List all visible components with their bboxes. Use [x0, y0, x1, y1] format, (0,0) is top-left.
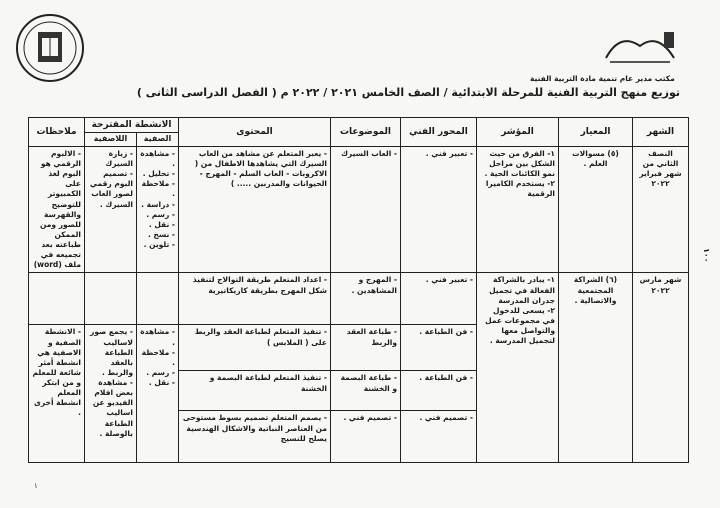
ministry-logo-icon — [600, 28, 680, 68]
content-cell: - يصمم المتعلم تصميم بسوط مستوحى من العناصر النباتية والاشكال الهندسية يصلح للنسيج — [179, 411, 331, 463]
topics-cell: - تصميم فني . — [331, 411, 401, 463]
col-activities-class: الصفية — [137, 133, 179, 147]
indicator-cell — [477, 146, 559, 273]
axis-cell: - تصميم فني . — [401, 411, 477, 463]
table-row — [29, 273, 689, 325]
col-month: الشهر — [633, 118, 689, 147]
activity-item: - مشاهدة . — [140, 148, 175, 169]
topics-cell: - طباعة البصمة و الخشنة — [331, 371, 401, 411]
content-cell: - اعداد المتعلم طريقة التوالاج لتنفيذ شكل المهرج بطريقة كاريكاتيرية — [179, 273, 331, 325]
extra-activities-cell — [85, 273, 137, 325]
col-activities-extra: اللاصفية — [85, 133, 137, 147]
extra-activities-cell — [85, 325, 137, 463]
emblem-icon — [10, 12, 90, 84]
activity-item: - يجمع صور لاساليب الطباعة بالعقد والربط . — [90, 327, 133, 377]
activity-item: - نقل . — [148, 219, 175, 229]
col-activities: الانشطة المقترحة — [85, 118, 179, 133]
indicator-item: ١- الفرق من حيث الشكل بين مراحل نمو الكائنات الحية . — [484, 148, 555, 179]
axis-cell: - تعبير فني . — [401, 146, 477, 273]
office-name: مكتب مدير عام تنمية مادة التربية الفنية — [530, 74, 675, 83]
class-activities-cell — [137, 325, 179, 463]
page-number: ١ — [34, 482, 38, 490]
topics-cell: - العاب السيرك — [331, 146, 401, 273]
indicator-cell — [477, 273, 559, 463]
col-content: المحتوى — [179, 118, 331, 147]
col-topics: الموضوعات — [331, 118, 401, 147]
indicator-item: ١- يبادر بالشراكة الفعالة في تجميل جدران المدرسة — [489, 275, 555, 305]
content-cell: - تنفيذ المتعلم لطباعة العقد والربط على ( الملابس ) — [179, 325, 331, 371]
activity-item: - تحليل . — [142, 169, 175, 179]
notes-cell — [29, 273, 85, 325]
month-cell: النصف الثاني من شهر فبراير ٢٠٢٢ — [633, 146, 689, 273]
standard-cell: (٥) مسوالات العلم . — [559, 146, 633, 273]
col-standard: المعيار — [559, 118, 633, 147]
indicator-item: ٢- يستخدم الكاميرا الرقمية — [485, 179, 555, 199]
activity-item: - تلوين . — [143, 240, 175, 250]
side-mark: ١٠٠ — [702, 248, 711, 263]
col-notes: ملاحظات — [29, 118, 85, 147]
axis-cell: - فن الطباعة . — [401, 325, 477, 371]
extra-activities-cell — [85, 146, 137, 273]
class-activities-cell — [137, 273, 179, 325]
activity-item: - دراسة . — [141, 199, 175, 209]
content-cell: - تنفيذ المتعلم لطباعة البصمة و الخشنة — [179, 371, 331, 411]
activity-item: - تصميم البوم رقمي لصور العاب السيرك . — [89, 169, 133, 209]
activity-item: - رسم . — [146, 209, 175, 219]
activity-item: - ملاحظة . — [141, 347, 175, 367]
table-row — [29, 146, 689, 273]
activity-item: - نسخ . — [147, 229, 175, 239]
content-cell: - يعبر المتعلم عن مشاهد من العاب السيرك التي يشاهدها الاطفال من ( الاكروبات - العاب السلم - المهرج - الحيوانات والمدربين ..... ) — [179, 146, 331, 273]
curriculum-table — [28, 117, 689, 463]
month-cell: شهر مارس ٢٠٢٢ — [633, 273, 689, 463]
indicator-item: ٢- يسعى للدخول في مجموعات عمل والتواصل معها لتجميل المدرسة . — [485, 305, 555, 346]
activity-item: - زيارة السيرك — [105, 148, 133, 169]
notes-cell: - الالبوم الرقمي هو البوم لغذ على الكمبيوتر للتوضيح والقهرسة للصور ومن الممكن طباعته بعد تجميعه في ملف (word) — [29, 146, 85, 273]
activity-item: - ملاحظة . — [141, 179, 175, 199]
standard-cell: (٦) الشراكة المجتمعية والاتصالية . — [559, 273, 633, 463]
axis-cell: - تعبير فني . — [401, 273, 477, 325]
axis-cell: - فن الطباعة . — [401, 371, 477, 411]
topics-cell: - المهرج و المشاهدين . — [331, 273, 401, 325]
activity-item: - رسم . — [146, 367, 175, 377]
activity-item: - مشاهدة . — [140, 327, 175, 347]
activity-item: - مشاهدة بعض افلام الفيديو عن اساليب الطباعة بالوصلة . — [92, 378, 133, 438]
topics-cell: - طباعة العقد والربط — [331, 325, 401, 371]
col-axis: المحور الفني — [401, 118, 477, 147]
activity-item: - نقل . — [148, 378, 175, 388]
col-indicator: المؤشر — [477, 118, 559, 147]
page-title: توزيع منهج التربية الفنية للمرحلة الابتدائية / الصف الخامس ٢٠٢١ / ٢٠٢٢ م ( الفصل الدراسى الثانى ) — [136, 86, 680, 99]
notes-cell: - الانشطة الصفية و الاصفية هي انشطة أمثر شائعة للمعلم و من ابتكر المعلم انشطة أخرى . — [29, 325, 85, 463]
class-activities-cell — [137, 146, 179, 273]
